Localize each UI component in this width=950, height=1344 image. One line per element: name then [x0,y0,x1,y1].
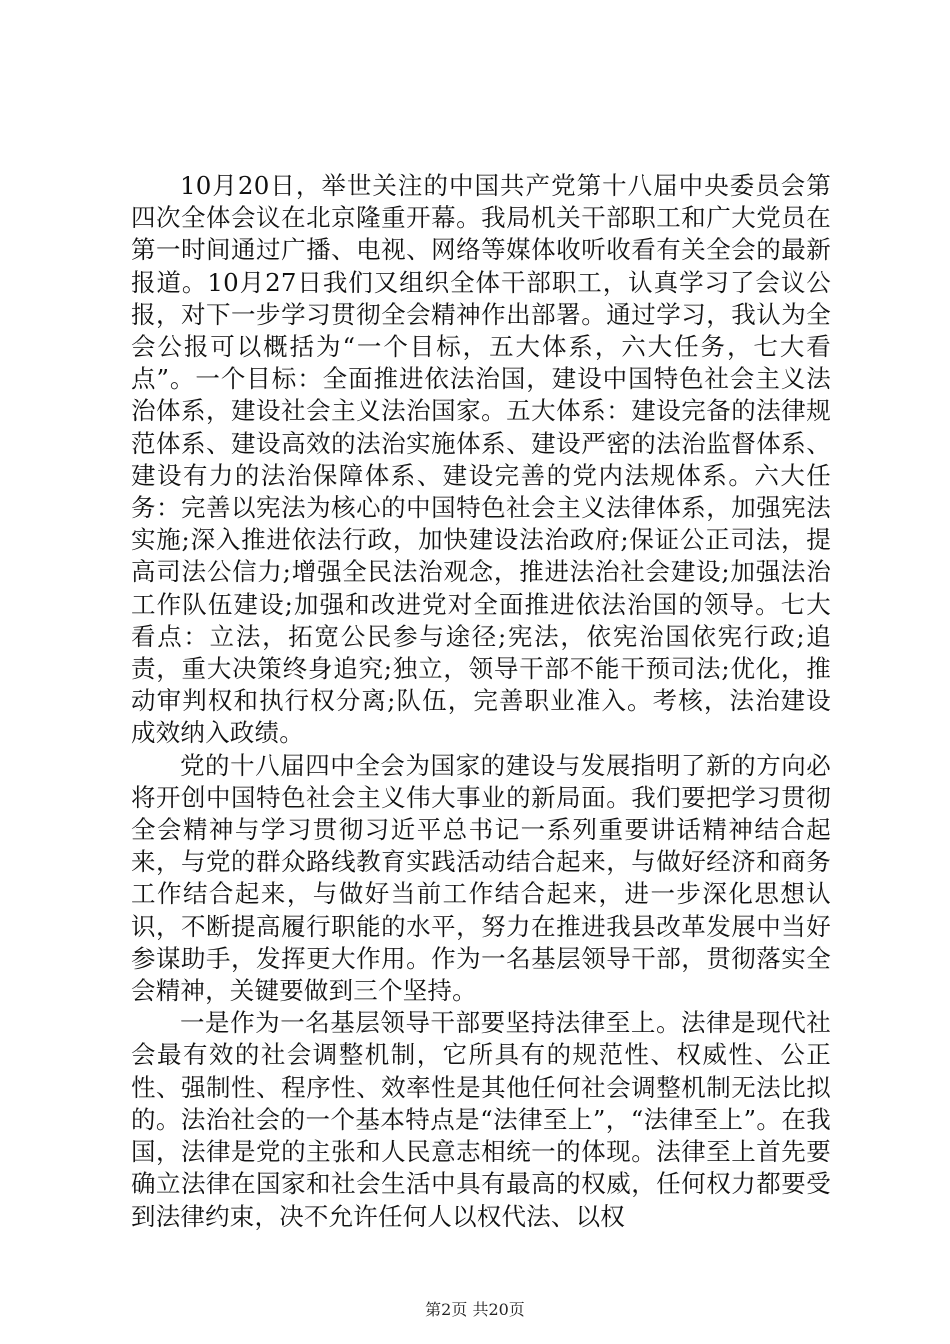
paragraph-1: 10月20日，举世关注的中国共产党第十八届中央委员会第四次全体会议在北京隆重开幕。我局机关干部职工和广大党员在第一时间通过广播、电视、网络等媒体收听收看有关全会的最新报道。10月27日我们又组织全体干部职工，认真学习了会议公报，对下一步学习贯彻全会精神作出部署。通过学习，我认为全会公报可以概括为“一个目标，五大体系，六大任务，七大看点”。一个目标：全面推进依法治国，建设中国特色社会主义法治体系，建设社会主义法治国家。五大体系：建设完备的法律规范体系、建设高效的法治实施体系、建设严密的法治监督体系、建设有力的法治保障体系、建设完善的党内法规体系。六大任务：完善以宪法为核心的中国特色社会主义法律体系，加强宪法实施;深入推进依法行政，加快建设法治政府;保证公正司法，提高司法公信力;增强全民法治观念，推进法治社会建设;加强法治工作队伍建设;加强和改进党对全面推进依法治国的领导。七大看点：立法，拓宽公民参与途径;宪法，依宪治国依宪行政;追责，重大决策终身追究;独立，领导干部不能干预司法;优化，推动审判权和执行权分离;队伍，完善职业准入。考核，法治建设成效纳入政绩。 [131,171,831,748]
paragraph-2: 党的十八届四中全会为国家的建设与发展指明了新的方向必将开创中国特色社会主义伟大事业的新局面。我们要把学习贯彻全会精神与学习贯彻习近平总书记一系列重要讲话精神结合起来，与党的群众路线教育实践活动结合起来，与做好经济和商务工作结合起来，与做好当前工作结合起来，进一步深化思想认识，不断提高履行职能的水平，努力在推进我县改革发展中当好参谋助手，发挥更大作用。作为一名基层领导干部，贯彻落实全会精神，关键要做到三个坚持。 [131,750,831,1006]
page-footer: 第2页 共20页 [425,1300,525,1319]
paragraph-3: 一是作为一名基层领导干部要坚持法律至上。法律是现代社会最有效的社会调整机制，它所具有的规范性、权威性、公正性、强制性、程序性、效率性是其他任何社会调整机制无法比拟的。法治社会的一个基本特点是“法律至上”，“法律至上”。在我国，法律是党的主张和人民意志相统一的体现。法律至上首先要确立法律在国家和社会生活中具有最高的权威，任何权力都要受到法律约束，决不允许任何人以权代法、以权 [131,1008,831,1231]
document-body [131,170,831,1233]
